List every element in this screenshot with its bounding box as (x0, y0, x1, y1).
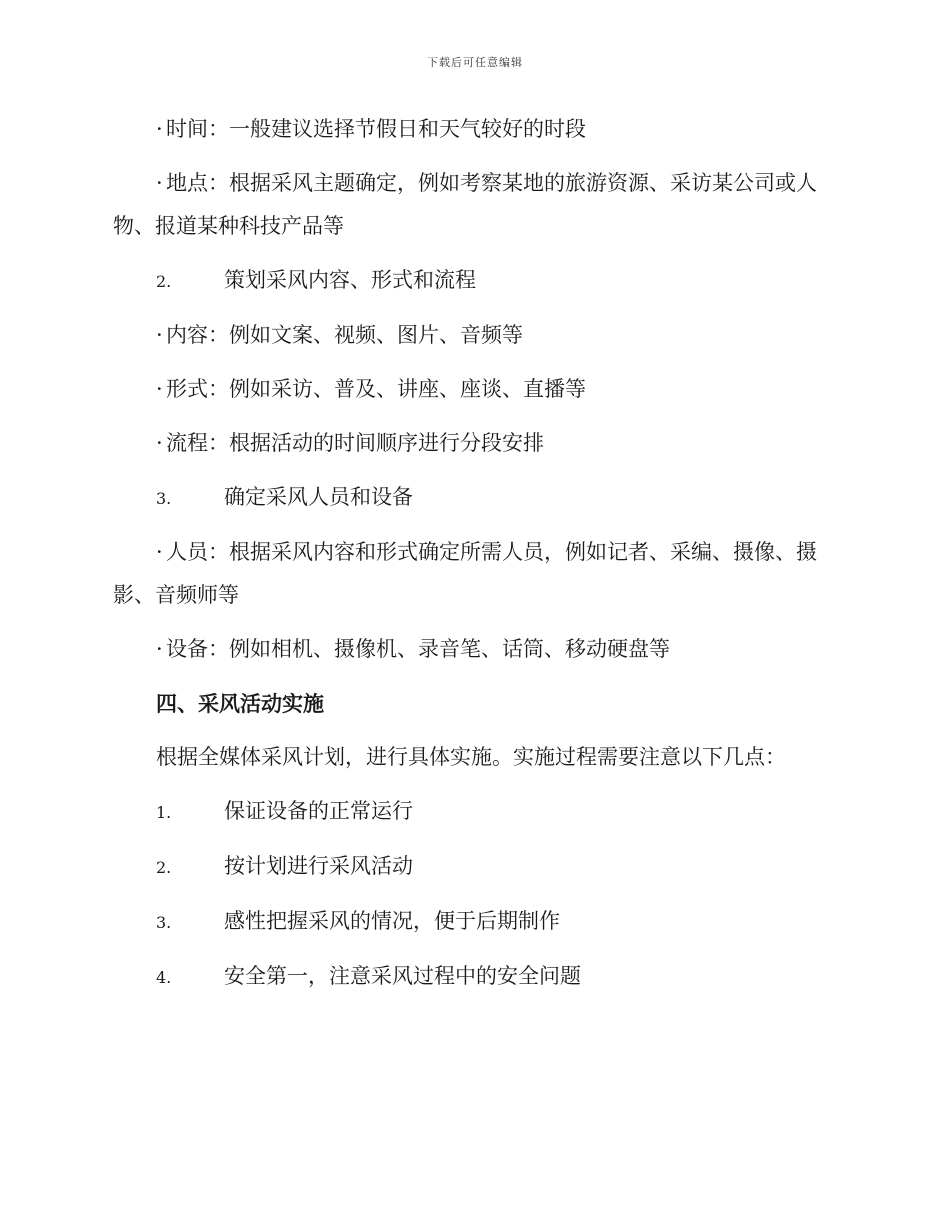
numbered-item (113, 900, 828, 944)
item-text: 策划采风内容、形式和流程 (224, 268, 476, 292)
numbered-item-staff-equipment (113, 476, 828, 520)
bullet-text: 内容：例如文案、视频、图片、音频等 (166, 323, 523, 347)
bullet-icon: · (156, 323, 163, 347)
bullet-paragraph-time (113, 108, 828, 151)
item-number: 1. (156, 803, 172, 822)
body-paragraph: 根据全媒体采风计划，进行具体实施。实施过程需要注意以下几点： (156, 745, 786, 769)
item-text: 按计划进行采风活动 (224, 854, 413, 878)
bullet-text: 形式：例如采访、普及、讲座、座谈、直播等 (166, 377, 586, 401)
bullet-paragraph-location (113, 162, 828, 248)
bullet-text: 地点：根据采风主题确定，例如考察某地的旅游资源、采访某公司或人物、报道某种科技产品等 (113, 171, 817, 238)
bullet-paragraph-equipment (113, 628, 828, 671)
bullet-text: 时间：一般建议选择节假日和天气较好的时段 (166, 117, 586, 141)
numbered-item (113, 845, 828, 889)
item-number: 2. (156, 272, 172, 291)
item-number: 4. (156, 968, 172, 987)
bullet-icon: · (156, 171, 163, 195)
bullet-text: 人员：根据采风内容和形式确定所需人员，例如记者、采编、摄像、摄影、音频师等 (113, 540, 817, 607)
numbered-item-plan-content (113, 259, 828, 303)
numbered-item (113, 955, 828, 999)
bullet-paragraph-form (113, 368, 828, 411)
bullet-paragraph-staff (113, 531, 828, 617)
bullet-icon: · (156, 431, 163, 455)
bullet-icon: · (156, 540, 163, 564)
bullet-text: 流程：根据活动的时间顺序进行分段安排 (166, 431, 544, 455)
bullet-paragraph-content (113, 314, 828, 357)
item-number: 2. (156, 858, 172, 877)
item-text: 感性把握采风的情况，便于后期制作 (224, 909, 560, 933)
document-body (113, 108, 828, 1010)
bullet-icon: · (156, 377, 163, 401)
numbered-item (113, 790, 828, 834)
item-number: 3. (156, 913, 172, 932)
item-number: 3. (156, 489, 172, 508)
bullet-icon: · (156, 637, 163, 661)
bullet-paragraph-process (113, 422, 828, 465)
header-note: 下载后可任意编辑 (427, 56, 523, 69)
bullet-text: 设备：例如相机、摄像机、录音笔、话筒、移动硬盘等 (166, 637, 670, 661)
item-text: 确定采风人员和设备 (224, 485, 413, 509)
section-heading: 四、采风活动实施 (156, 691, 324, 716)
bullet-icon: · (156, 117, 163, 141)
item-text: 保证设备的正常运行 (224, 799, 413, 823)
item-text: 安全第一，注意采风过程中的安全问题 (224, 964, 581, 988)
